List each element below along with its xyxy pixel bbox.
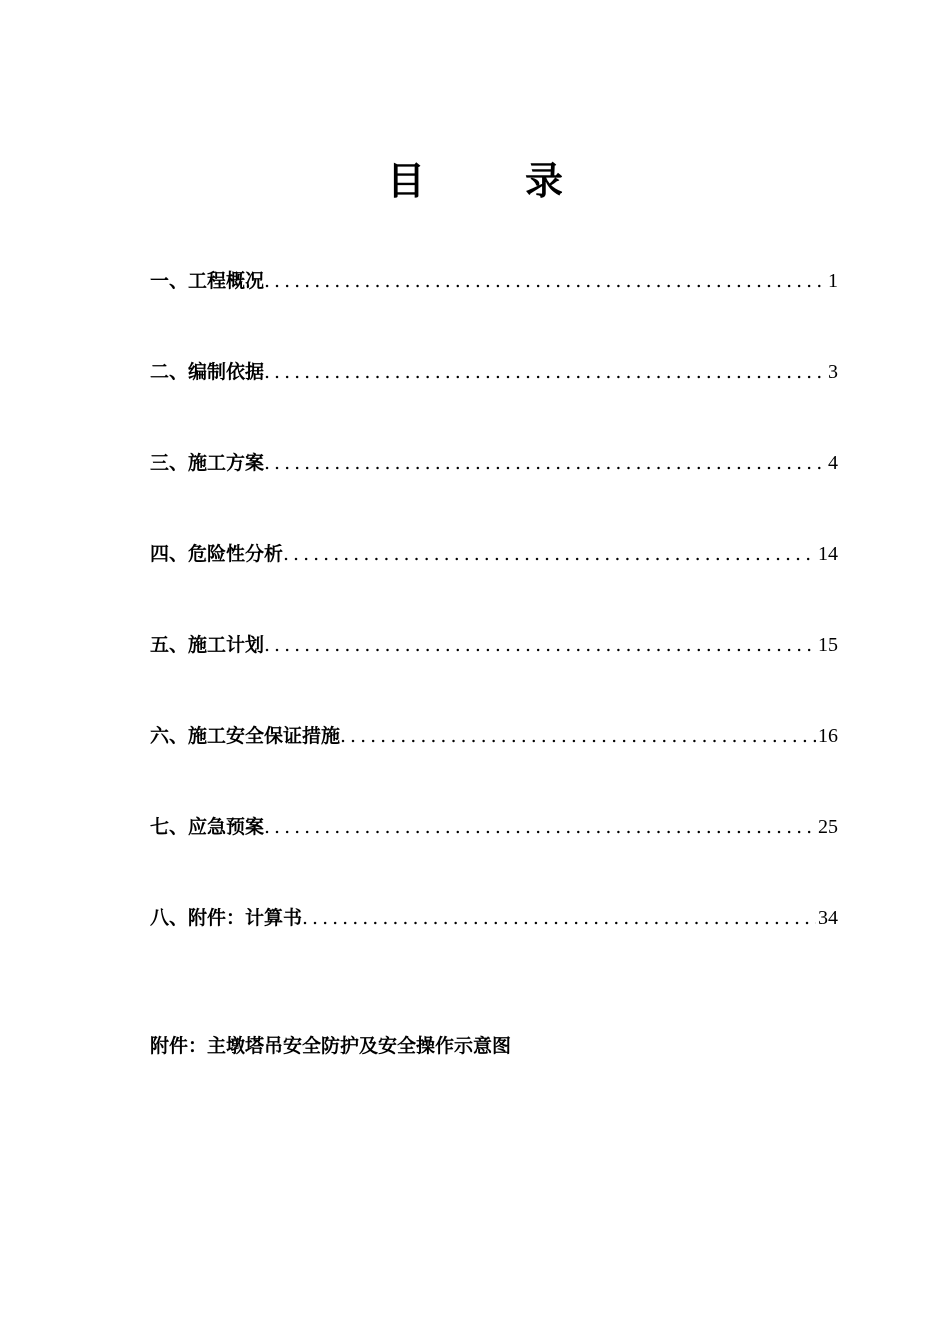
toc-entry-page: 15: [818, 634, 838, 656]
toc-leader-dots: [264, 624, 816, 666]
toc-entry[interactable]: [150, 351, 838, 442]
toc-entry-page: 16: [818, 725, 838, 747]
toc-entry-page: 3: [828, 361, 838, 383]
toc-entry[interactable]: [150, 442, 838, 533]
page-title: [0, 155, 950, 207]
toc-entry-page: 34: [818, 907, 838, 929]
toc-entry[interactable]: [150, 624, 838, 715]
toc-leader-dots: [283, 533, 816, 575]
toc-entry-label: 五、施工计划: [150, 634, 265, 656]
toc-entry-label: 四、危险性分析: [150, 543, 284, 565]
toc-entry-page: 4: [828, 452, 838, 474]
toc-leader-dots: [340, 715, 816, 757]
title-char-2: 录: [524, 159, 563, 203]
toc-leader-dots: [264, 351, 826, 393]
toc-entry-label: 三、施工方案: [150, 452, 265, 474]
toc-entry-label: 七、应急预案: [150, 816, 265, 838]
toc-entry[interactable]: [150, 806, 838, 897]
appendix-note: 附件：主墩塔吊安全防护及安全操作示意图: [150, 1035, 512, 1057]
toc-entry-label: 六、施工安全保证措施: [150, 725, 341, 747]
toc-entry[interactable]: [150, 715, 838, 806]
toc-entry-label: 八、附件：计算书: [150, 907, 303, 929]
toc-entry[interactable]: [150, 533, 838, 624]
title-char-1: 目: [386, 159, 425, 203]
toc-entry-label: 一、工程概况: [150, 270, 265, 292]
table-of-contents: [150, 260, 838, 988]
toc-entry[interactable]: [150, 260, 838, 351]
toc-leader-dots: [302, 897, 816, 939]
toc-entry-label: 二、编制依据: [150, 361, 265, 383]
toc-entry[interactable]: [150, 897, 838, 988]
toc-entry-page: 25: [818, 816, 838, 838]
toc-leader-dots: [264, 806, 816, 848]
toc-entry-page: 14: [818, 543, 838, 565]
toc-leader-dots: [264, 260, 826, 302]
toc-leader-dots: [264, 442, 826, 484]
toc-entry-page: 1: [828, 270, 838, 292]
